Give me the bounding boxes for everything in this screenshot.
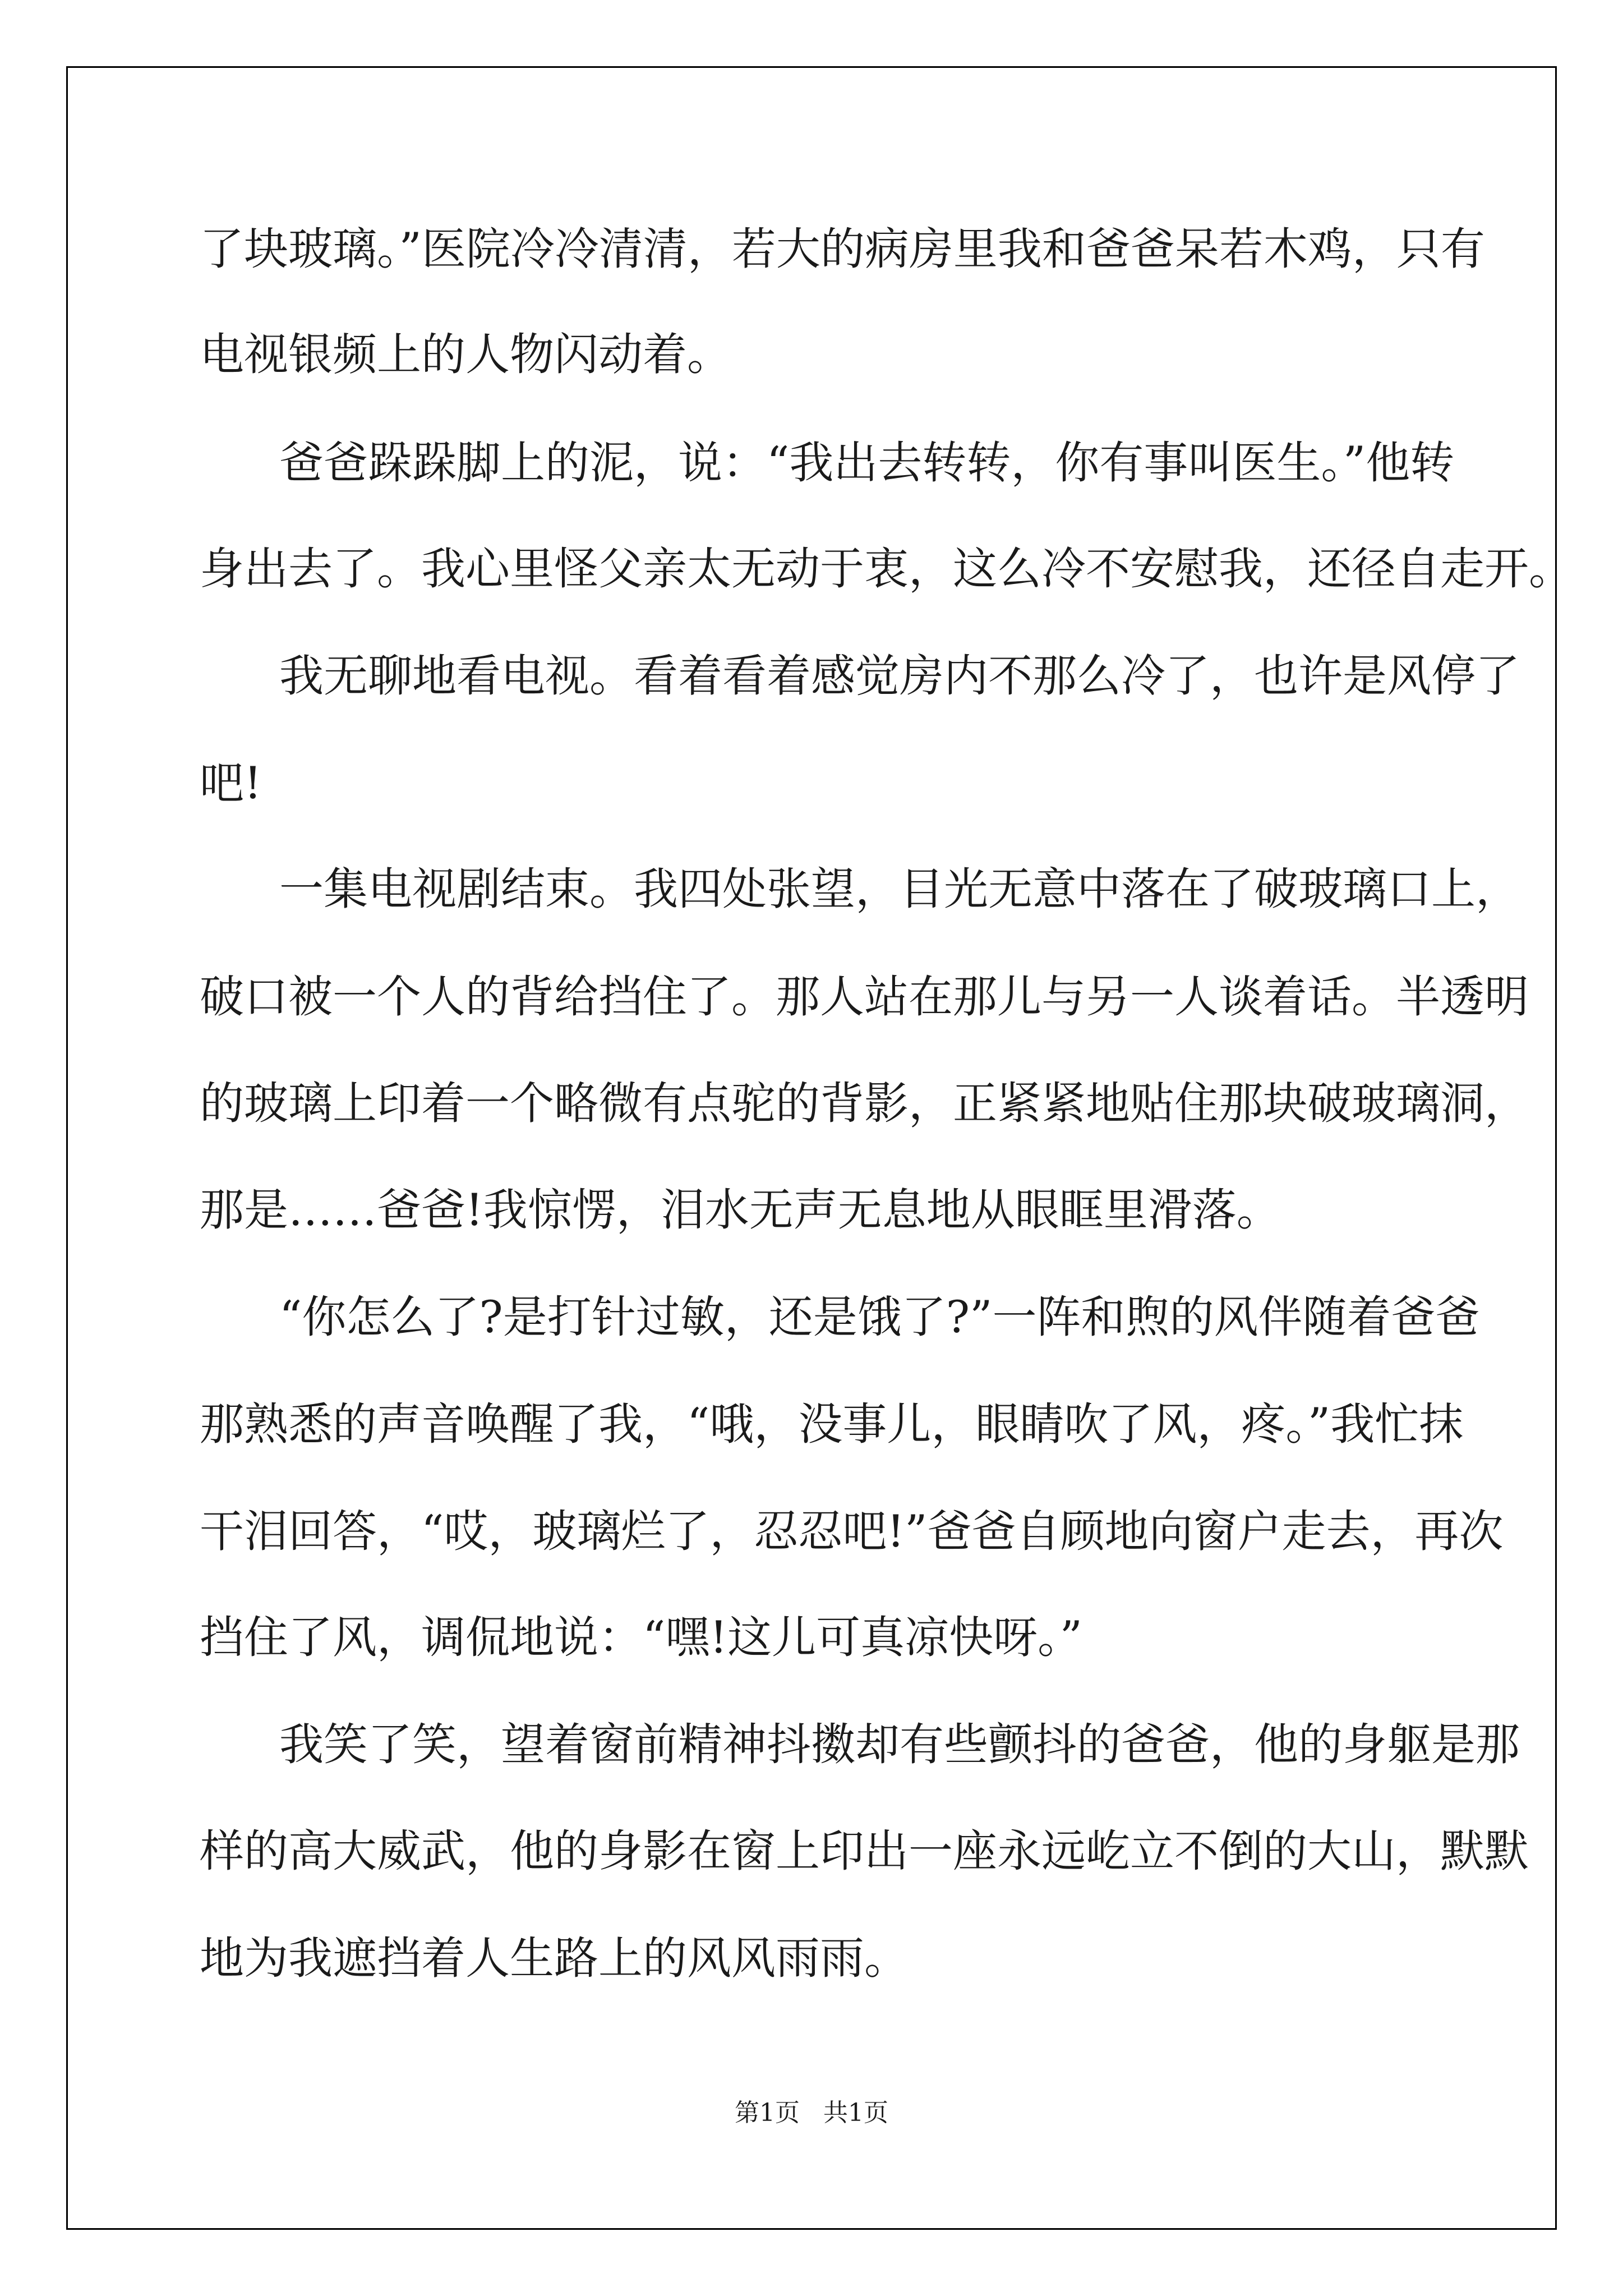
page-number-footer: 第1页 共1页 (735, 2099, 888, 2127)
text-line: 电视银频上的人物闪动着。 (200, 329, 731, 380)
text-line: 一集电视剧结束。我四处张望，目光无意中落在了破玻璃口上， (279, 863, 1520, 915)
text-line: 挡住了风，调侃地说：“嘿!这儿可真凉快呀。” (200, 1612, 1083, 1663)
text-line: 破口被一个人的背给挡住了。那人站在那儿与另一人谈着话。半透明 (200, 971, 1529, 1023)
text-line: 爸爸跺跺脚上的泥，说：“我出去转转，你有事叫医生。”他转 (279, 437, 1455, 489)
text-line: 我笑了笑，望着窗前精神抖擞却有些颤抖的爸爸，他的身躯是那 (279, 1719, 1520, 1770)
text-line: 干泪回答，“哎，玻璃烂了，忍忍吧!”爸爸自顾地向窗户走去，再次 (200, 1506, 1504, 1557)
text-line: 样的高大威武，他的身影在窗上印出一座永远屹立不倒的大山，默默 (200, 1825, 1529, 1877)
text-line: 了块玻璃。”医院冷冷清清，若大的病房里我和爸爸呆若木鸡，只有 (200, 223, 1485, 275)
page-border (66, 66, 1557, 2230)
text-line: 那熟悉的声音唤醒了我，“哦，没事儿，眼睛吹了风，疼。”我忙抹 (200, 1398, 1464, 1450)
text-line: 的玻璃上印着一个略微有点驼的背影，正紧紧地贴住那块破玻璃洞， (200, 1078, 1529, 1129)
text-line: “你怎么了?是打针过敏，还是饿了?”一阵和煦的风伴随着爸爸 (279, 1291, 1480, 1343)
text-line: 我无聊地看电视。看着看着感觉房内不那么冷了，也许是风停了 (279, 650, 1520, 702)
text-line: 吧! (200, 757, 262, 809)
text-line: 身出去了。我心里怪父亲太无动于衷，这么冷不安慰我，还径自走开。 (200, 543, 1573, 595)
text-line: 地为我遮挡着人生路上的风风雨雨。 (200, 1932, 909, 1984)
text-line: 那是……爸爸!我惊愣，泪水无声无息地从眼眶里滑落。 (200, 1184, 1281, 1236)
